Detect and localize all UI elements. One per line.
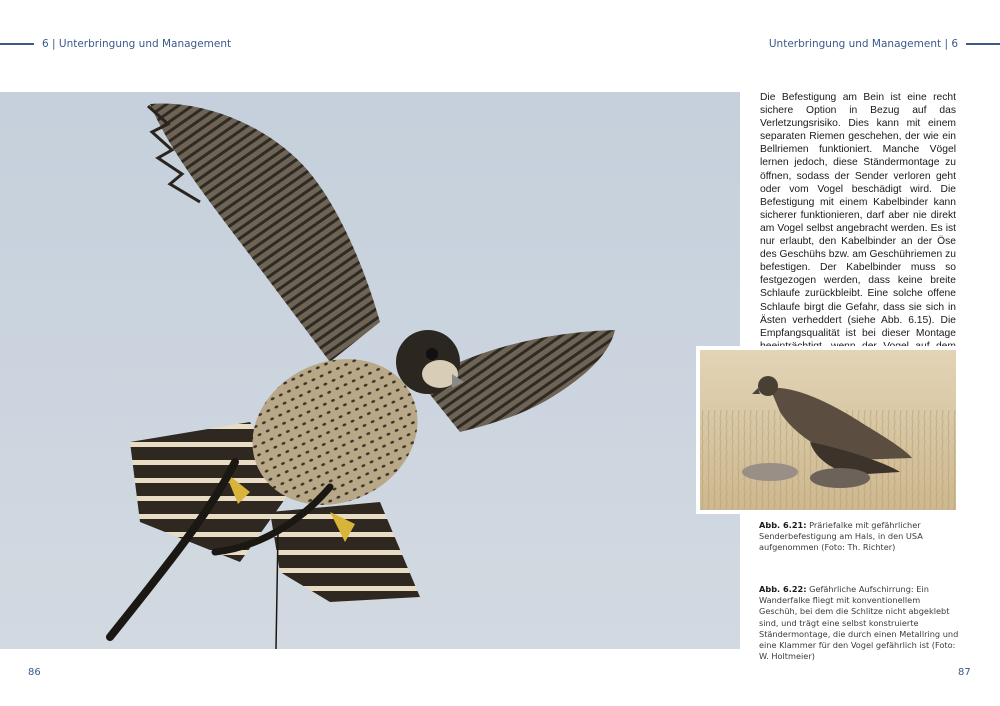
running-header-left bbox=[0, 38, 231, 50]
page-number-left: 86 bbox=[28, 667, 41, 678]
prairie-falcon-photo bbox=[696, 346, 960, 514]
caption-figure-6-21 bbox=[759, 520, 959, 554]
caption-label: Abb. 6.21: bbox=[759, 520, 807, 530]
header-right-text: Unterbringung und Management | 6 bbox=[768, 38, 958, 50]
header-left-text: 6 | Unterbringung und Management bbox=[42, 38, 232, 50]
caption-text: Präriefalke mit gefährlicher Senderbefestigung am Hals, in den USA aufgenommen (Foto: Th. Richter) bbox=[759, 520, 923, 553]
header-rule-right bbox=[966, 43, 1000, 45]
caption-text: Gefährliche Aufschirrung: Ein Wanderfalke fliegt mit konventionellem Geschüh, bei dem die Schlitze nicht abgeklebt sind, und trägt eine selbst konstruierte Ständermontage, die durch einen Metallring und eine Klammer für den Vogel gefährlich ist (Foto: W. Holtmeier) bbox=[759, 584, 959, 662]
caption-label: Abb. 6.22: bbox=[759, 584, 807, 594]
header-rule-left bbox=[0, 43, 34, 45]
falcon-flight-photo bbox=[0, 92, 740, 649]
running-header-right bbox=[769, 38, 1000, 50]
caption-figure-6-22 bbox=[759, 584, 959, 662]
body-paragraph: Die Befestigung am Bein ist eine recht sichere Option in Bezug auf das Verletzungsrisiko. Dies kann mit einem separaten Riemen geschehen, der wie ein Bellriemen funktioniert. Manche Vögel lernen jedoch, diese Ständermontage zu öffnen, sodass der Sender verloren geht oder vom Vogel beschädigt wird. Die Befestigung mit einem Kabelbinder kann sicherer funktionieren, darf aber nie direkt am Vogel selbst angebracht werden. Es ist nur erlaubt, den Kabelbinder an der Öse des Geschühs bzw. am Geschühriemen zu befestigen. Der Kabelbinder muss so festgezogen werden, dass keine breite Schlaufe zurückbleibt. Eine solche offene Schlaufe birgt die Gefahr, dass sie sich in Ästen verheddert (siehe Abb. 6.15). Die Empfangsqualität ist bei dieser Montage bbox=[760, 92, 956, 339]
page-number-right: 87 bbox=[958, 667, 971, 678]
